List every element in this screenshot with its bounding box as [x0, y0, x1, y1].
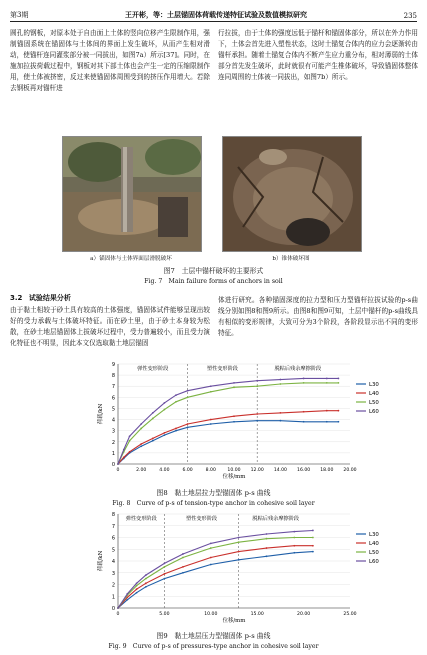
- y-tick-label: 9: [111, 362, 115, 368]
- section-number: 3.2: [10, 294, 23, 302]
- section-title: 试验结果分析: [28, 294, 71, 302]
- data-point-l50: [164, 566, 166, 568]
- data-point-l40: [266, 547, 268, 549]
- data-point-l30: [210, 564, 212, 566]
- issue-label: 第3期: [10, 11, 29, 19]
- legend-label-l40: L40: [369, 541, 379, 547]
- y-tick-label: 8: [111, 373, 115, 380]
- x-tick-label: 0: [116, 468, 120, 473]
- x-tick-label: 12.00: [250, 468, 264, 473]
- y-tick-label: 5: [111, 547, 115, 554]
- data-point-l60: [136, 582, 138, 584]
- data-point-l60: [140, 423, 142, 425]
- section-heading: [10, 293, 71, 303]
- data-point-l60: [152, 412, 154, 414]
- data-point-l50: [280, 383, 282, 385]
- data-point-l50: [238, 541, 240, 543]
- x-tick-label: 20.00: [343, 468, 357, 473]
- data-point-l30: [233, 421, 235, 423]
- x-tick-label: 4.00: [159, 468, 170, 473]
- fig9-caption-zh: 图9 黏土地层压力型锚固体 p-s 曲线: [156, 632, 271, 640]
- data-point-l40: [233, 415, 235, 417]
- data-point-l40: [164, 432, 166, 434]
- data-point-l40: [210, 557, 212, 559]
- data-point-l40: [145, 582, 147, 584]
- data-point-l50: [129, 440, 131, 442]
- y-tick-label: 5: [111, 406, 115, 413]
- data-point-l60: [266, 533, 268, 535]
- data-point-l40: [326, 410, 328, 412]
- y-tick-label: 4: [111, 559, 115, 565]
- series-line-l50: [118, 383, 338, 464]
- series-line-l40: [118, 546, 313, 608]
- data-point-l30: [175, 430, 177, 432]
- data-point-l30: [136, 592, 138, 594]
- data-point-l60: [164, 402, 166, 404]
- data-point-l50: [145, 578, 147, 580]
- x-tick-label: 5.00: [159, 612, 170, 617]
- data-point-l30: [210, 423, 212, 425]
- stage-label: 弹性变形阶段: [125, 516, 157, 522]
- mid-left-paragraph: 由于黏土相较于砂土具有较高的土体强度，锚固体试件能够呈现出较好的受力承载与土体破坏特征。而在砂土里，由于砂土本身较为松散，在砂土地层锚固体上拔破坏过程中，受力普遍较小，而且受力演化特征也不明显，因此本文仅选取黏土地层锚固: [10, 306, 210, 347]
- data-point-l30: [238, 559, 240, 561]
- x-axis-label: 位移/mm: [222, 618, 246, 624]
- fig8-caption-zh: 图8 黏土地层拉力型锚固体 p-s 曲线: [156, 489, 271, 497]
- data-point-l40: [136, 588, 138, 590]
- data-point-l30: [256, 420, 258, 422]
- data-point-l50: [293, 537, 295, 539]
- data-point-l30: [126, 599, 128, 601]
- y-tick-label: 1: [111, 594, 115, 601]
- data-point-l50: [256, 385, 258, 387]
- data-point-l40: [238, 551, 240, 553]
- data-point-l60: [187, 390, 189, 392]
- data-point-l60: [280, 379, 282, 381]
- data-point-l30: [338, 421, 340, 423]
- data-point-l50: [140, 428, 142, 430]
- y-tick-label: 3: [111, 428, 115, 435]
- data-point-l50: [326, 382, 328, 384]
- fig8-chart: [90, 360, 390, 484]
- data-point-l60: [233, 382, 235, 384]
- data-point-l40: [129, 451, 131, 453]
- data-point-l40: [280, 412, 282, 414]
- fig7-caption-zh: 图7 土层中锚杆破坏的主要形式: [163, 267, 264, 275]
- y-tick-label: 2: [111, 439, 115, 446]
- x-tick-label: 25.00: [343, 612, 357, 617]
- fig8-caption-en: Fig. 8 Curve of p-s of tension-type anchor in cohesive soil layer: [112, 500, 315, 507]
- y-tick-label: 4: [111, 417, 115, 424]
- data-point-l60: [145, 574, 147, 576]
- x-tick-label: 16.00: [297, 468, 311, 473]
- stage-label: 弹性变形阶段: [137, 366, 169, 372]
- data-point-l30: [280, 420, 282, 422]
- top-left-paragraph: 圆孔的钢板，对原本处于自由面上土体的竖向位移产生限制作用，强制锚固系统在锚固体与土体间的界面上发生破坏，从而产生相对滑动，使锚杆连同灌浆部分被一同拔出，如图7a）所示[37]。同时，在施加拉拔荷载过程中，钢板对其下部土体也会产生一定的压缩限制作用，使土体被挤密，反过来使锚固体周围受到的挤压作用增大。若除去钢板再对锚杆进: [10, 29, 210, 92]
- data-point-l50: [303, 382, 305, 384]
- y-tick-label: 1: [111, 450, 115, 457]
- x-axis-label: 位移/mm: [222, 474, 246, 480]
- fig7-caption-en: Fig. 7 Main failure forms of anchors in soil: [144, 278, 283, 285]
- data-point-l50: [233, 386, 235, 388]
- data-point-l50: [187, 396, 189, 398]
- data-point-l50: [312, 537, 314, 539]
- data-point-l40: [303, 411, 305, 413]
- data-point-l60: [175, 394, 177, 396]
- legend-label-l40: L40: [369, 391, 379, 397]
- fig7-subcaption-a: a）锚固体与土体界面层滑脱破坏: [90, 256, 172, 262]
- data-point-l60: [117, 607, 119, 609]
- data-point-l60: [164, 562, 166, 564]
- data-point-l40: [140, 443, 142, 445]
- data-point-l30: [182, 572, 184, 574]
- data-point-l30: [164, 434, 166, 436]
- data-point-l60: [338, 378, 340, 380]
- data-point-l30: [145, 586, 147, 588]
- x-tick-label: 10.00: [227, 468, 241, 473]
- header-rule: [10, 21, 417, 22]
- data-point-l30: [164, 578, 166, 580]
- data-point-l50: [210, 547, 212, 549]
- y-tick-label: 8: [111, 512, 115, 518]
- legend-label-l50: L50: [369, 550, 379, 556]
- data-point-l50: [182, 557, 184, 559]
- y-tick-label: 7: [111, 523, 115, 530]
- top-right-paragraph: 行拉拔，由于土体的强度远低于锚杆和锚固体部分，所以在外力作用下，土体会首先进入塑性状态，这时土锚复合体内的应力会逐渐转由锚杆承担。随着土锚复合体内不断产生应力重分布，相对薄弱的土体部分首先发生破坏，此时就很有可能产生椎体破坏，导致锚固体整体连同周围的土体被一同拔出，如图7b）所示。: [218, 29, 418, 81]
- data-point-l40: [152, 438, 154, 440]
- stage-label: 脱粘后残余摩擦阶段: [274, 366, 322, 372]
- data-point-l30: [140, 445, 142, 447]
- series-line-l30: [118, 421, 338, 464]
- data-point-l60: [117, 463, 119, 465]
- series-line-l30: [118, 552, 313, 608]
- data-point-l60: [326, 378, 328, 380]
- photo-interface-slip-failure: [62, 136, 202, 252]
- x-tick-label: 8.00: [205, 468, 216, 473]
- y-tick-label: 6: [111, 535, 115, 542]
- data-point-l60: [293, 531, 295, 533]
- data-point-l50: [175, 401, 177, 403]
- data-point-l30: [293, 552, 295, 554]
- fig7-subcaption-b: b）锥体破坏图: [272, 256, 310, 262]
- data-point-l30: [187, 426, 189, 428]
- data-point-l50: [152, 418, 154, 420]
- data-point-l50: [338, 382, 340, 384]
- data-point-l60: [312, 530, 314, 532]
- data-point-l60: [210, 542, 212, 544]
- data-point-l60: [182, 553, 184, 555]
- data-point-l30: [266, 555, 268, 557]
- data-point-l40: [182, 566, 184, 568]
- data-point-l40: [187, 423, 189, 425]
- x-tick-label: 0: [116, 612, 120, 617]
- legend-label-l50: L50: [369, 400, 379, 406]
- stage-label: 脱粘后残余摩擦阶段: [252, 516, 300, 522]
- legend-label-l30: L30: [369, 382, 379, 388]
- x-tick-label: 14.00: [273, 468, 287, 473]
- data-point-l30: [312, 551, 314, 553]
- x-tick-label: 18.00: [320, 468, 334, 473]
- data-point-l50: [164, 409, 166, 411]
- data-point-l40: [210, 419, 212, 421]
- data-point-l50: [266, 538, 268, 540]
- data-point-l60: [123, 449, 125, 451]
- data-point-l30: [152, 440, 154, 442]
- data-point-l40: [175, 428, 177, 430]
- legend-label-l60: L60: [369, 559, 379, 565]
- y-tick-label: 0: [111, 606, 115, 612]
- data-point-l50: [136, 585, 138, 587]
- data-point-l40: [164, 573, 166, 575]
- y-tick-label: 0: [111, 462, 115, 468]
- stage-label: 塑性变形阶段: [206, 366, 238, 372]
- x-tick-label: 2.00: [136, 468, 147, 473]
- data-point-l50: [210, 391, 212, 393]
- data-point-l30: [303, 421, 305, 423]
- x-tick-label: 15.00: [250, 612, 264, 617]
- running-header: [10, 6, 417, 20]
- data-point-l60: [129, 435, 131, 437]
- data-point-l60: [210, 385, 212, 387]
- y-tick-label: 2: [111, 582, 115, 589]
- series-line-l60: [118, 378, 338, 464]
- data-point-l30: [326, 421, 328, 423]
- data-point-l60: [303, 378, 305, 380]
- legend-label-l60: L60: [369, 409, 379, 415]
- fig9-chart: [90, 510, 390, 628]
- y-axis-label: 荷载/kN: [98, 550, 104, 572]
- legend-label-l30: L30: [369, 532, 379, 538]
- data-point-l40: [256, 413, 258, 415]
- y-tick-label: 7: [111, 384, 115, 391]
- y-tick-label: 6: [111, 395, 115, 402]
- page-number: 235: [403, 12, 417, 20]
- data-point-l40: [312, 545, 314, 547]
- series-line-l40: [118, 411, 338, 464]
- x-tick-label: 10.00: [204, 612, 218, 617]
- y-axis-label: 荷载/kN: [98, 403, 104, 425]
- y-tick-label: 3: [111, 570, 115, 577]
- data-point-l60: [238, 537, 240, 539]
- mid-right-paragraph: 体进行研究。各种锚固深度的拉力型和压力型锚杆拉拔试验的p-s曲线分别如图8和图9所示。由图8和图9可知，土层中锚杆的p-s曲线具有相似的变形规律，大致可分为3个阶段，各阶段显示出不同的变形特征。: [218, 296, 418, 337]
- x-tick-label: 6.00: [182, 468, 193, 473]
- data-point-l40: [338, 410, 340, 412]
- running-title: 王开彬，等：土层锚固体荷载传递特征试验及数值模拟研究: [125, 10, 308, 19]
- data-point-l40: [293, 545, 295, 547]
- data-point-l40: [123, 456, 125, 458]
- data-point-l60: [126, 593, 128, 595]
- photo-cone-failure: [222, 136, 362, 252]
- fig9-caption-en: Fig. 9 Curve of p-s of pressures-type anchor in cohesive soil layer: [108, 643, 319, 650]
- data-point-l60: [256, 380, 258, 382]
- stage-label: 塑性变形阶段: [185, 516, 218, 522]
- x-tick-label: 20.00: [297, 612, 311, 617]
